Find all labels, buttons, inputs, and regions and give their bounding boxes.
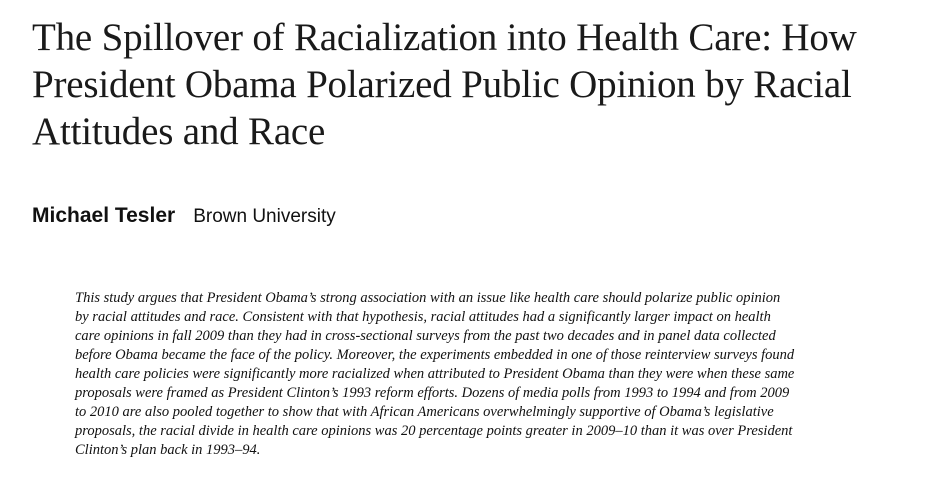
abstract-line: by racial attitudes and race. Consistent with that hypothesis, racial attitudes had a significantly larger impact on health — [75, 309, 771, 325]
abstract-line: Clinton’s plan back in 1993–94. — [75, 442, 261, 458]
abstract-line: proposals were framed as President Clinton’s 1993 reform efforts. Dozens of media polls from 1993 to 1994 and from 2009 — [75, 385, 790, 401]
abstract-line: This study argues that President Obama’s strong association with an issue like health care should polarize public opinion — [75, 290, 781, 306]
abstract-line: care opinions in fall 2009 than they had in cross-sectional surveys from the past two decades and in panel data collected — [75, 328, 776, 344]
abstract-line: proposals, the racial divide in health care opinions was 20 percentage points greater in 2009–10 than it was over President — [75, 423, 793, 439]
abstract-line: to 2010 are also pooled together to show that with African Americans overwhelmingly supportive of Obama’s legislative — [75, 404, 774, 420]
title-line: The Spillover of Racialization into Health Care: How — [32, 16, 857, 59]
title-line: President Obama Polarized Public Opinion by Racial — [32, 63, 852, 106]
paper-title — [32, 14, 922, 155]
abstract-line: before Obama became the face of the policy. Moreover, the experiments embedded in one of those reinterview surveys found — [75, 347, 795, 363]
title-line: Attitudes and Race — [32, 110, 326, 153]
byline — [32, 204, 336, 228]
abstract — [75, 289, 875, 460]
abstract-line: health care policies were significantly more racialized when attributed to President Obama than they were when these same — [75, 366, 795, 382]
author-affiliation: Brown University — [193, 206, 336, 227]
author-name: Michael Tesler — [32, 204, 176, 227]
